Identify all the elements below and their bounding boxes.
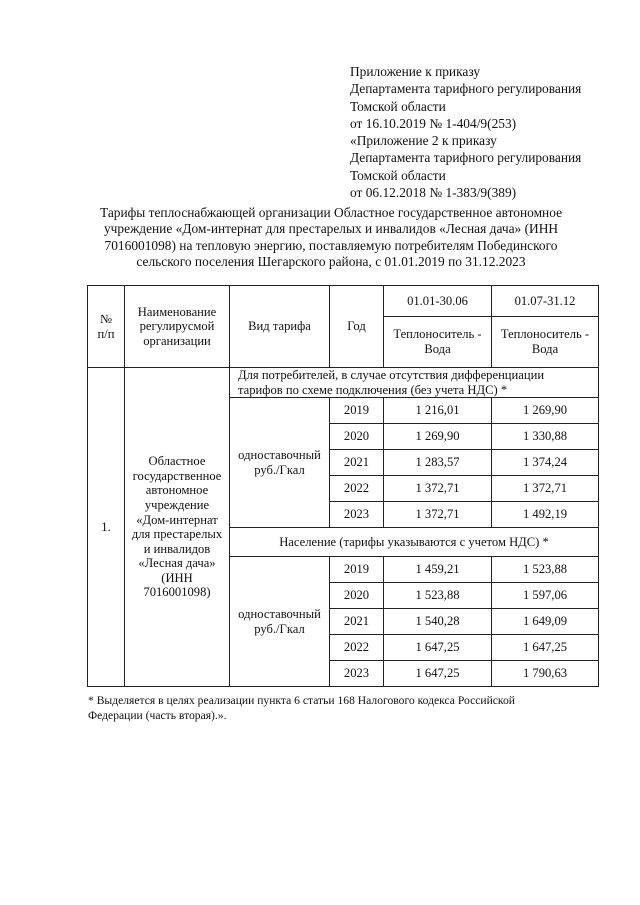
title-line: учреждение «Дом-интернат для престарелых и инвалидов «Лесная дача» (ИНН xyxy=(103,221,559,237)
tariff-table xyxy=(87,285,599,687)
tariff-h1-cell: 1 647,25 xyxy=(384,661,492,687)
header-tariff-type: Вид тарифа xyxy=(230,286,330,368)
year-cell: 2022 xyxy=(330,635,384,661)
tariff-h1-cell: 1 459,21 xyxy=(384,557,492,583)
tariff-type-cell: одноставочный руб./Гкал xyxy=(230,398,330,528)
tariff-h1-cell: 1 372,71 xyxy=(384,476,492,502)
year-cell: 2019 xyxy=(330,557,384,583)
title-line: Тарифы теплоснабжающей организации Областное государственное автономное xyxy=(99,205,563,220)
tariff-h2-cell: 1 597,06 xyxy=(492,583,599,609)
header-period-1: 01.01-30.06 xyxy=(384,286,492,317)
header-carrier-2: Теплоноситель - Вода xyxy=(492,317,599,368)
tariff-h2-cell: 1 647,25 xyxy=(492,635,599,661)
tariff-h1-cell: 1 540,28 xyxy=(384,609,492,635)
group-label-row xyxy=(88,368,599,398)
group-label: Для потребителей, в случае отсутствия дифференциации тарифов по схеме подключения (без учета НДС) * xyxy=(230,368,599,398)
tariff-h2-cell: 1 269,90 xyxy=(492,398,599,424)
tariff-type-cell: одноставочный руб./Гкал xyxy=(230,557,330,687)
appendix-header xyxy=(350,63,610,201)
appendix-line: «Приложение 2 к приказу xyxy=(350,133,497,149)
appendix-line: Томской области xyxy=(350,167,446,183)
appendix-line: Департамента тарифного регулирования xyxy=(350,81,582,97)
tariff-h2-cell: 1 374,24 xyxy=(492,450,599,476)
appendix-line: от 16.10.2019 № 1-404/9(253) xyxy=(350,115,517,131)
title-line: сельского поселения Шегарского района, с 01.01.2019 по 31.12.2023 xyxy=(136,254,526,270)
appendix-line: Департамента тарифного регулирования xyxy=(350,150,582,166)
tariff-h1-cell: 1 269,90 xyxy=(384,424,492,450)
year-cell: 2021 xyxy=(330,450,384,476)
tariff-h1-cell: 1 283,57 xyxy=(384,450,492,476)
group-label: Население (тарифы указываются с учетом НДС) * xyxy=(230,528,599,557)
footnote-line: * Выделяется в целях реализации пункта 6 статьи 168 Налогового кодекса Российской xyxy=(88,694,515,707)
tariff-h2-cell: 1 330,88 xyxy=(492,424,599,450)
appendix-line: Приложение к приказу xyxy=(350,64,481,79)
footnote xyxy=(88,694,588,724)
year-cell: 2019 xyxy=(330,398,384,424)
year-cell: 2020 xyxy=(330,583,384,609)
year-cell: 2023 xyxy=(330,502,384,528)
year-cell: 2022 xyxy=(330,476,384,502)
tariff-h2-cell: 1 372,71 xyxy=(492,476,599,502)
appendix-line: Томской области xyxy=(350,98,446,114)
document-title xyxy=(88,205,574,271)
header-organization: Наименование регулирусмой организации xyxy=(125,286,230,368)
year-cell: 2021 xyxy=(330,609,384,635)
footnote-line: Федерации (часть вторая).». xyxy=(88,708,227,722)
organization-name: Областное государственное автономное учреждение «Дом-интернат для престарелых и инвалидов «Лесная дача» (ИНН 7016001098) xyxy=(125,368,230,687)
header-carrier-1: Теплоноситель - Вода xyxy=(384,317,492,368)
header-period-2: 01.07-31.12 xyxy=(492,286,599,317)
appendix-line: от 06.12.2018 № 1-383/9(389) xyxy=(350,185,517,201)
row-number: 1. xyxy=(88,368,125,687)
tariff-h2-cell: 1 790,63 xyxy=(492,661,599,687)
header-row xyxy=(88,286,599,317)
tariff-h2-cell: 1 649,09 xyxy=(492,609,599,635)
title-line: 7016001098) на тепловую энергию, поставляемую потребителям Побединского xyxy=(104,237,558,253)
tariff-h1-cell: 1 523,88 xyxy=(384,583,492,609)
tariff-h1-cell: 1 647,25 xyxy=(384,635,492,661)
tariff-h2-cell: 1 523,88 xyxy=(492,557,599,583)
tariff-h1-cell: 1 216,01 xyxy=(384,398,492,424)
tariff-h1-cell: 1 372,71 xyxy=(384,502,492,528)
tariff-h2-cell: 1 492,19 xyxy=(492,502,599,528)
year-cell: 2023 xyxy=(330,661,384,687)
header-year: Год xyxy=(330,286,384,368)
header-number: № п/п xyxy=(88,286,125,368)
year-cell: 2020 xyxy=(330,424,384,450)
